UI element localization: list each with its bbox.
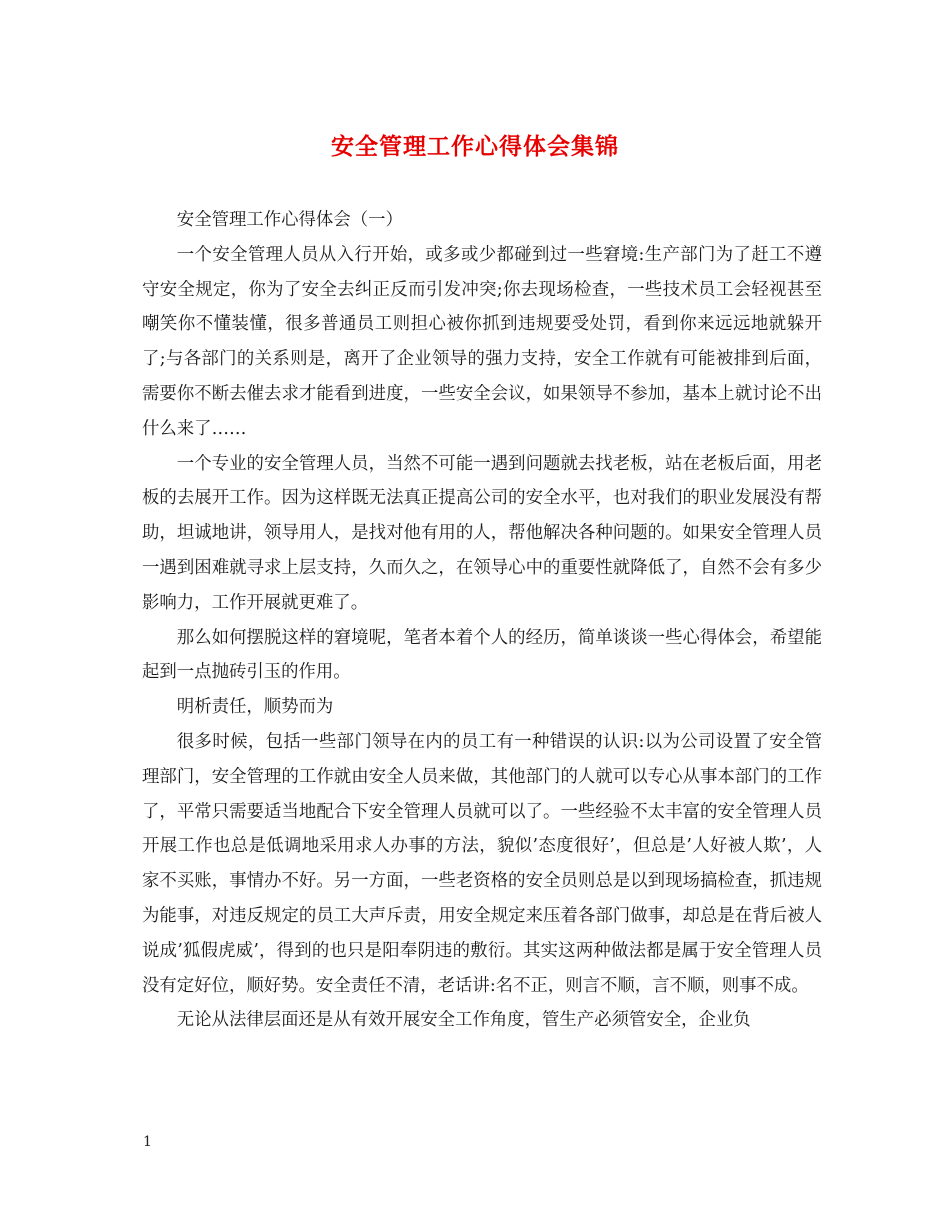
paragraph: 无论从法律层面还是从有效开展安全工作角度，管生产必须管安全，企业负 [176, 1010, 751, 1031]
paragraph: 一个专业的安全管理人员，当然不可能一遇到问题就去找老板，站在老板后面，用老板的去展开工作。因为这样既无法真正提高公司的安全水平，也对我们的职业发展没有帮助，坦诚地讲，领导用人，是找对他有用的人，帮他解决各种问题的。如果安全管理人员一遇到困难就寻求上层支持，久而久之，在领导心中的重要性就降低了，自然不会有多少影响力，工作开展就更难了。 [142, 453, 822, 613]
paragraph: 很多时候，包括一些部门领导在内的员工有一种错误的认识:以为公司设置了安全管理部门，安全管理的工作就由安全人员来做，其他部门的人就可以专心从事本部门的工作了，平常只需要适当地配合下安全管理人员就可以了。一些经验不太丰富的安全管理人员开展工作也总是低调地采用求人办事的方法，貌似’态度很好’，但总是’人好被人欺’，人家不买账，事情办不好。另一方面，一些老资格的安全员则总是以到现场搞检查，抓违规为能事，对违反规定的员工大声斥责，用安全规定来压着各部门做事，却总是在背后被人说成’狐假虎威’，得到的也只是阳奉阴违的敷衍。其实这两种做法都是属于安全管理人员没有定好位，顺好势。安全责任不清，老话讲:名不正，则言不顺，言不顺，则事不成。 [142, 731, 822, 996]
document-body [142, 203, 822, 1038]
section-heading-1: 安全管理工作心得体会（一） [176, 210, 403, 230]
subheading: 明析责任，顺势而为 [176, 697, 334, 718]
paragraph: 那么如何摆脱这样的窘境呢，笔者本着个人的经历，简单谈谈一些心得体会，希望能起到一点抛砖引玉的作用。 [142, 627, 822, 683]
document-title: 安全管理工作心得体会集锦 [331, 133, 619, 160]
page-number: 1 [143, 1134, 152, 1150]
paragraph: 一个安全管理人员从入行开始，或多或少都碰到过一些窘境:生产部门为了赶工不遵守安全规定，你为了安全去纠正反而引发冲突;你去现场检查，一些技术员工会轻视甚至嘲笑你不懂装懂，很多普通员工则担心被你抓到违规要受处罚，看到你来远远地就躲开了;与各部门的关系则是，离开了企业领导的强力支持，安全工作就有可能被排到后面，需要你不断去催去求才能看到进度，一些安全会议，如果领导不参加，基本上就讨论不出什么来了…… [142, 244, 822, 439]
